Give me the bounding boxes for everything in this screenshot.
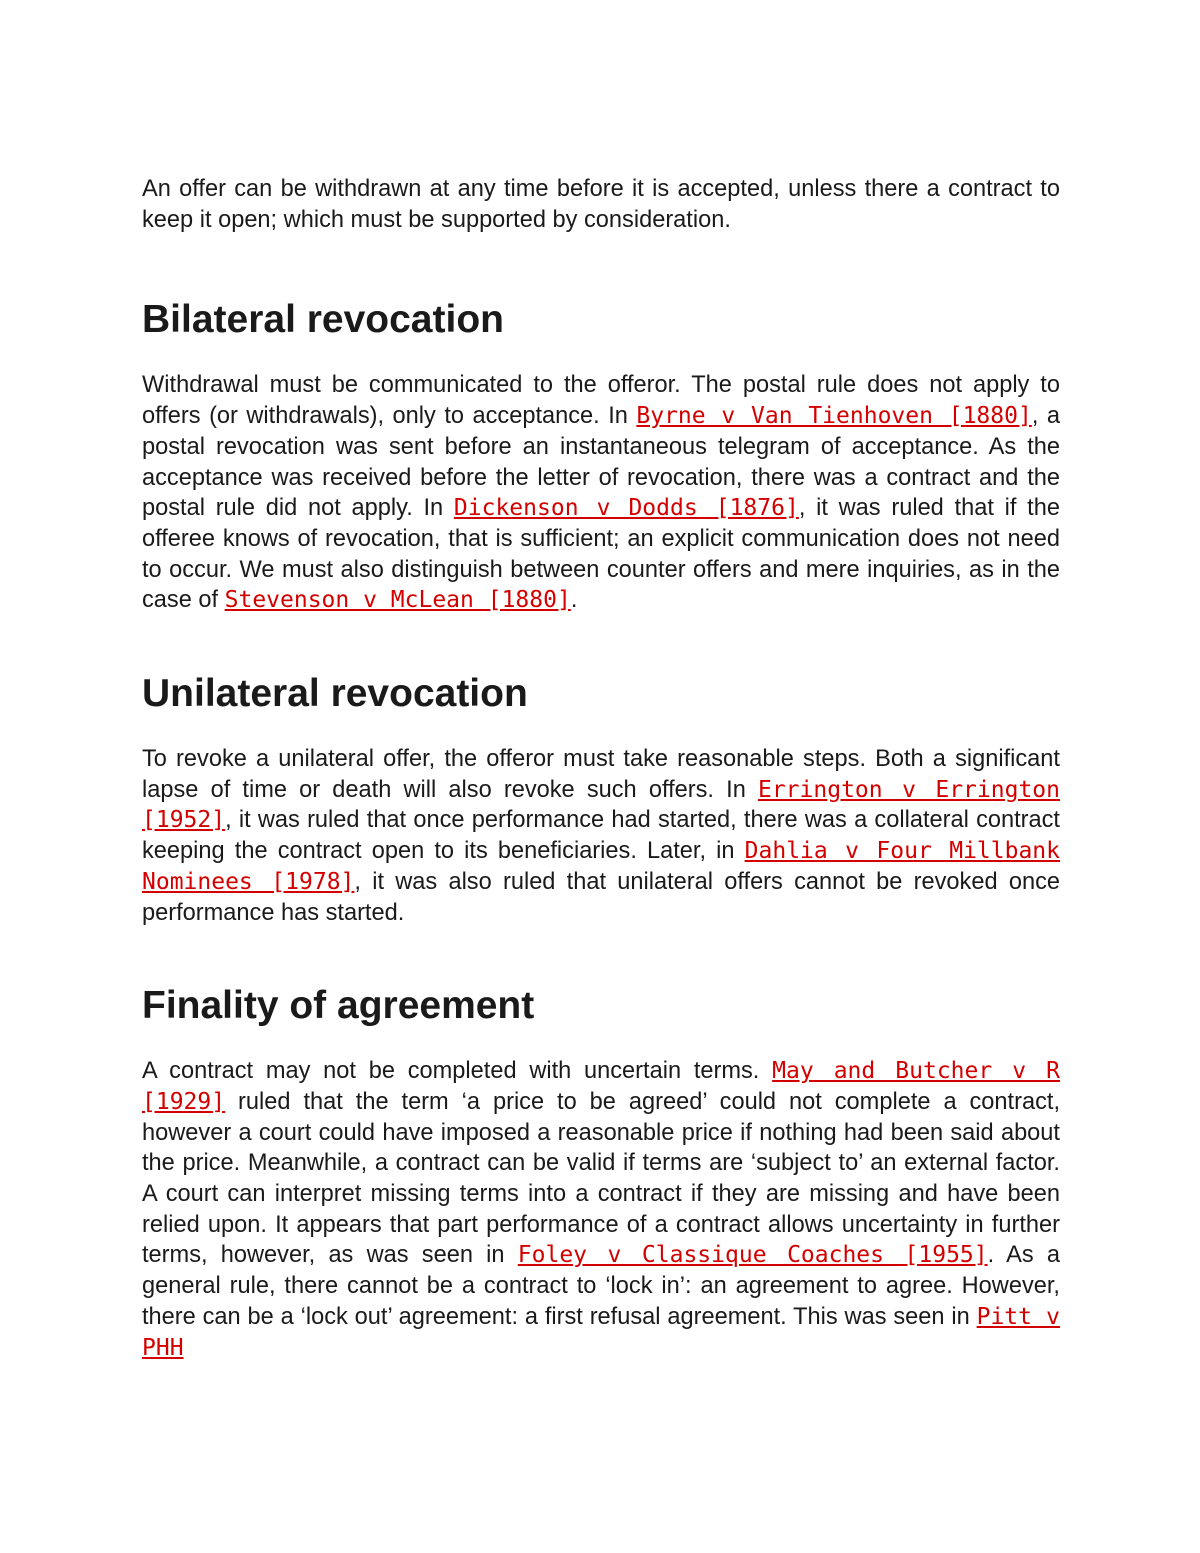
bilateral-paragraph [142,370,1060,616]
bilateral-text-3: , it was ruled that if the offeree knows of revocation, that is sufficient; an explicit communication does not need to occur. We must also distinguish between counter offers and mere inquiries, as in the case of [142,495,1060,614]
unilateral-text-3: , it was also ruled that unilateral offers cannot be revoked once performance has started. [142,868,1060,926]
finality-text-2: ruled that the term ‘a price to be agreed’ could not complete a contract, however a court could have imposed a reasonable price if nothing had been said about the price. Meanwhile, a contract can be valid if terms are ‘subject to’ an external factor. A court can interpret missing terms into a contract if they are missing and have been relied upon. It appears that part performance of a contract allows uncertainty in further terms, however, as was seen in [142,1088,1060,1269]
heading-bilateral-revocation: Bilateral revocation [142,298,504,342]
bilateral-text-2: , a postal revocation was sent before an instantaneous telegram of acceptance. As the acceptance was received before the letter of revocation, there was a contract and the postal rule did not apply. In [142,403,1060,522]
intro-paragraph [142,174,1060,235]
case-link-foley-v-classique-coaches[interactable]: Foley v Classique Coaches [1955] [517,1242,988,1269]
unilateral-text-1: To revoke a unilateral offer, the offeror must take reasonable steps. Both a significant lapse of time or death will also revoke such offers. In [142,746,1060,803]
heading-finality-of-agreement: Finality of agreement [142,984,535,1028]
document-page [142,174,1060,1363]
case-link-dahlia-v-four-millbank-nominees[interactable]: Dahlia v Four Millbank Nominees [1978] [142,838,1060,895]
bilateral-text-1: Withdrawal must be communicated to the offeror. The postal rule does not apply to offers (or withdrawals), only to acceptance. In [142,372,1060,430]
case-link-byrne-v-van-tienhoven[interactable]: Byrne v Van Tienhoven [1880] [636,403,1032,430]
heading-unilateral-revocation: Unilateral revocation [142,672,528,716]
finality-paragraph [142,1056,1060,1363]
case-link-dickenson-v-dodds[interactable]: Dickenson v Dodds [1876] [453,495,799,522]
finality-text-3: . As a general rule, there cannot be a contract to ‘lock in’: an agreement to agree. However, there can be a ‘lock out’ agreement: a first refusal agreement. This was seen in [142,1242,1060,1330]
case-link-errington-v-errington[interactable]: Errington v Errington [1952] [142,776,1060,834]
intro-text: An offer can be withdrawn at any time before it is accepted, unless there a contract to keep it open; which must be supported by consideration. [142,176,1060,233]
finality-text-1: A contract may not be completed with uncertain terms. [142,1058,773,1085]
case-link-may-and-butcher-v-r[interactable]: May and Butcher v R [1929] [142,1058,1060,1115]
case-link-pitt-v-phh[interactable]: Pitt v PHH [142,1303,1060,1361]
unilateral-text-2: , it was ruled that once performance had started, there was a collateral contract keeping the contract open to its beneficiaries. Later, in [142,807,1060,865]
unilateral-paragraph [142,744,1060,928]
case-link-stevenson-v-mclean[interactable]: Stevenson v McLean [1880] [224,587,571,614]
bilateral-text-4: . [570,587,578,614]
